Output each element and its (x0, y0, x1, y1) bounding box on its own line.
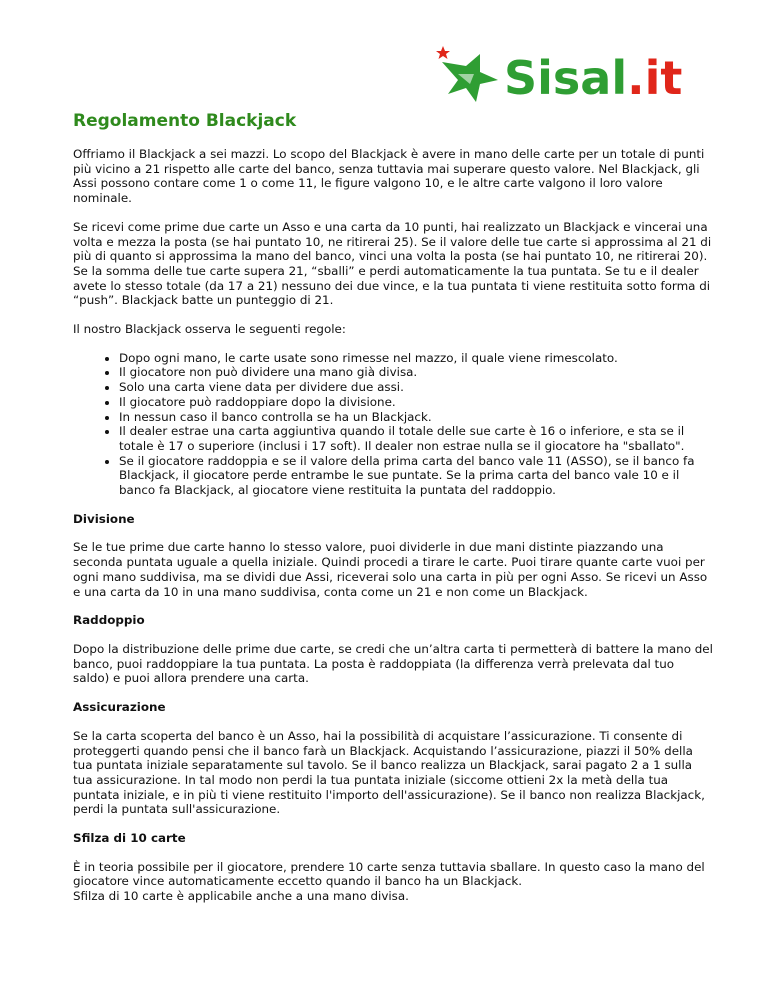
page-title: Regolamento Blackjack (73, 111, 297, 131)
intro-paragraph: Se ricevi come prime due carte un Asso e una carta da 10 punti, hai realizzato un Blackjack e vincerai una volta e mezza la posta (se hai puntato 10, ne ritirerai 25). Se il valore delle tue carte si approssima al 21 di più di quanto si approssima la mano del banco, vinci una volta la posta (se hai puntato 10, ne ritirerai 20). Se la somma delle tue carte supera 21, “sballi” e perdi automaticamente la tua puntata. Se tu e il dealer avete lo stesso totale (da 17 a 21) nessuno dei due vince, e la tua puntata ti viene restituita sotto forma di “push”. Blackjack batte un punteggio di 21. (73, 219, 712, 308)
list-item: • Se il giocatore raddoppia e se il valore della prima carta del banco vale 11 (ASSO), se il banco fa Blackjack, il giocatore perde entrambe le sue puntate. Se la prima carta del banco vale 10 e il banco fa Blackjack, al giocatore viene restituita la puntata del raddoppio. (119, 454, 713, 498)
section-heading-divisione: Divisione (73, 511, 135, 526)
section-text-divisione: Se le tue prime due carte hanno lo stesso valore, puoi dividerle in due mani distinte piazzando una seconda puntata uguale a quella iniziale. Quindi procedi a tirare le carte. Puoi tirare quante carte vuoi per ogni mano suddivisa, ma se dividi due Assi, riceverai solo una carta in più per ogni Asso. Se ricevi un Asso e una carta da 10 in una mano suddivisa, conta come un 21 e non come un Blackjack. (73, 540, 708, 599)
document-body (73, 108, 713, 918)
list-item: • Il dealer estrae una carta aggiuntiva quando il totale delle sue carte è 16 o inferiore, e sta se il totale è 17 o superiore (inclusi i 17 soft). Il dealer non estrae nulla se il giocatore ha "sballato". (119, 424, 713, 453)
red-star-icon (436, 46, 450, 59)
list-item: • Dopo ogni mano, le carte usate sono rimesse nel mazzo, il quale viene rimescolato. (119, 351, 713, 366)
rules-list (73, 351, 713, 498)
sfilza-line: Sfilza di 10 carte è applicabile anche a una mano divisa. (73, 889, 409, 904)
list-item: • Il giocatore non può dividere una mano già divisa. (119, 365, 713, 380)
rules-lead-in: Il nostro Blackjack osserva le seguenti regole: (73, 322, 346, 337)
intro-paragraph: Offriamo il Blackjack a sei mazzi. Lo scopo del Blackjack è avere in mano delle carte per un totale di punti più vicino a 21 rispetto alle carte del banco, senza tuttavia mai superare questo valore. Nel Blackjack, gli Assi possono contare come 1 o come 11, le figure valgono 10, e le altre carte valgono il loro valore nominale. (73, 147, 705, 206)
section-heading-assicurazione: Assicurazione (73, 700, 166, 715)
section-heading-sfilza: Sfilza di 10 carte (73, 831, 186, 846)
section-heading-raddoppio: Raddoppio (73, 613, 145, 628)
section-text-raddoppio: Dopo la distribuzione delle prime due carte, se credi che un’altra carta ti permetterà di battere la mano del banco, puoi raddoppiare la tua puntata. La posta è raddoppiata (la differenza verrà prelevata dal tuo saldo) e puoi allora prendere una carta. (73, 641, 713, 686)
list-item: • In nessun caso il banco controlla se ha un Blackjack. (119, 410, 713, 425)
logo-wordmark: Sisal.it (504, 51, 683, 105)
list-item: • Solo una carta viene data per dividere due assi. (119, 380, 713, 395)
sisal-logo (436, 44, 716, 110)
section-text-sfilza (73, 860, 713, 904)
sfilza-line: È in teoria possibile per il giocatore, prendere 10 carte senza tuttavia sballare. In questo caso la mano del giocatore vince automaticamente eccetto quando il banco ha un Blackjack. (73, 859, 705, 889)
section-text-assicurazione: Se la carta scoperta del banco è un Asso, hai la possibilità di acquistare l’assicurazione. Ti consente di proteggerti quando pensi che il banco farà un Blackjack. Acquistando l’assicurazione, piazzi il 50% della tua puntata iniziale separatamente sul tavolo. Se il banco realizza un Blackjack, sarai pagato 2 a 1 sulla tua assicurazione. In tal modo non perdi la tua puntata iniziale (siccome ottieni 2x la metà della tua puntata iniziale, e in più ti viene restituito l'importo dell'assicurazione). Se il banco non realizza Blackjack, perdi la puntata sull'assicurazione. (73, 728, 705, 817)
list-item: • Il giocatore può raddoppiare dopo la divisione. (119, 395, 713, 410)
sisal-logo-graphic (436, 44, 716, 110)
